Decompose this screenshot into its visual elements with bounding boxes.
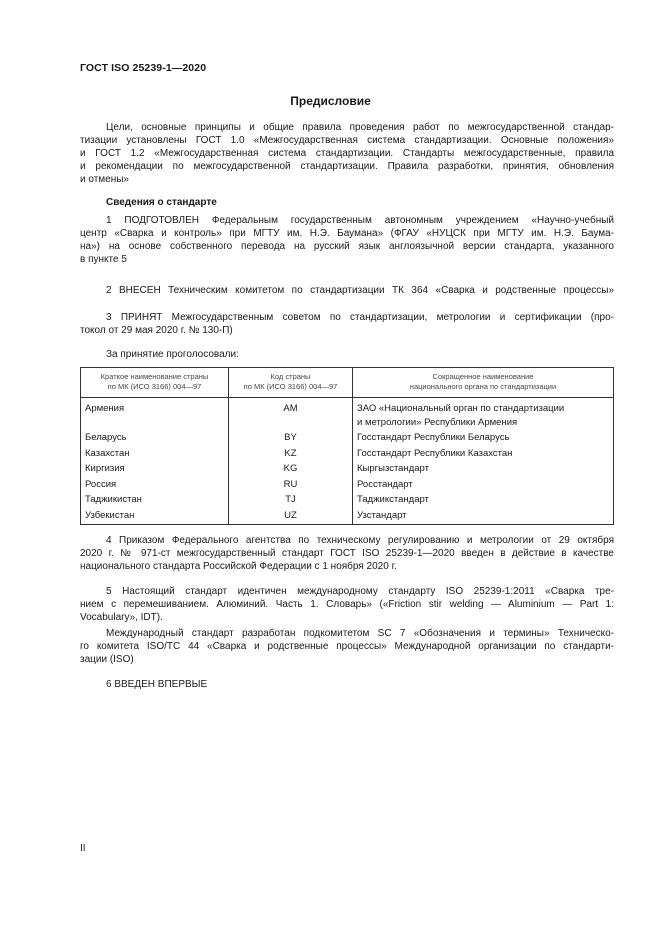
- column-header-code: [229, 368, 353, 398]
- intro-line: и рекомендации по межгосударственной стандартизации. Правила разработки, принятия, обновления: [80, 161, 614, 172]
- item-5-paragraph: [80, 585, 614, 624]
- item-1-line: в пункте 5: [80, 254, 127, 265]
- cell-country: Россия: [81, 477, 229, 493]
- item-6-line: 6 ВВЕДЕН ВПЕРВЫЕ: [106, 679, 208, 690]
- header-line: по МК (ИСО 3166) 004—97: [243, 382, 338, 391]
- cell-code: BY: [229, 430, 353, 446]
- item-2-line: 2 ВНЕСЕН Техническим комитетом по стандартизации ТК 364 «Сварка и родственные процессы»: [106, 285, 614, 296]
- table-header-row: [81, 368, 614, 398]
- item-4-paragraph: [80, 534, 614, 573]
- column-header-body: [353, 368, 614, 398]
- item-5b-line: го комитета ISO/TC 44 «Сварка и родственные процессы» Международной организации по стандарти-: [80, 641, 614, 652]
- item-1-paragraph: [80, 214, 614, 266]
- cell-code: KZ: [229, 446, 353, 462]
- item-1-line: 1 ПОДГОТОВЛЕН Федеральным государственным автономным учреждением «Научно-учебный: [106, 215, 614, 226]
- item-6-paragraph: [80, 678, 614, 691]
- cell-country: Киргизия: [81, 461, 229, 477]
- item-5b-line: зации (ISO): [80, 654, 134, 665]
- intro-line: и ГОСТ 1.2 «Межгосударственная система стандартизации. Стандарты межгосударственные, правила: [80, 148, 614, 159]
- cell-code: UZ: [229, 508, 353, 525]
- cell-country: Таджикистан: [81, 492, 229, 508]
- cell-code: TJ: [229, 492, 353, 508]
- item-2-paragraph: [80, 284, 614, 297]
- intro-line: тизации установлены ГОСТ 1.0 «Межгосударственная система стандартизации. Основные положения»: [80, 135, 614, 146]
- cell-body: [353, 398, 614, 431]
- column-header-country: [81, 368, 229, 398]
- table-row: [81, 430, 614, 446]
- cell-body: Госстандарт Республики Казахстан: [353, 446, 614, 462]
- item-4-line: 2020 г. № 971-ст межгосударственный стандарт ГОСТ ISO 25239-1—2020 введен в действие в качестве: [80, 548, 614, 559]
- item-3-line: токол от 29 мая 2020 г. № 130-П): [80, 325, 233, 336]
- item-4-line: 4 Приказом Федерального агентства по техническому регулированию и метрологии от 29 октября: [106, 535, 614, 546]
- intro-line: Цели, основные принципы и общие правила проведения работ по межгосударственной стандар-: [106, 122, 614, 133]
- intro-line: и отмены»: [80, 174, 129, 185]
- cell-country: Узбекистан: [81, 508, 229, 525]
- item-5b-paragraph: [80, 627, 614, 666]
- cell-code: AM: [229, 398, 353, 431]
- header-line: по МК (ИСО 3166) 004—97: [107, 382, 202, 391]
- header-line: национального органа по стандартизации: [409, 382, 557, 391]
- cell-body: Кыргызстандарт: [353, 461, 614, 477]
- cell-body-line: ЗАО «Национальный орган по стандартизации: [357, 403, 565, 414]
- cell-body: Узстандарт: [353, 508, 614, 525]
- cell-code: RU: [229, 477, 353, 493]
- item-3-line: 3 ПРИНЯТ Межгосударственным советом по стандартизации, метрологии и сертификации (про-: [106, 312, 614, 323]
- cell-country: Беларусь: [81, 430, 229, 446]
- item-1-line: центр «Сварка и контроль» при МГТУ им. Н.Э. Баумана» (ФГАУ «НУЦСК при МГТУ им. Н.Э. Баума-: [80, 228, 614, 239]
- item-4-line: национального стандарта Российской Федерации с 1 ноября 2020 г.: [80, 561, 397, 572]
- section-subheading: Сведения о стандарте: [106, 197, 217, 208]
- header-line: Код страны: [270, 372, 311, 381]
- cell-body: Росстандарт: [353, 477, 614, 493]
- item-3-paragraph: [80, 311, 614, 337]
- table-row: [81, 508, 614, 525]
- item-1-line: на») на основе собственного перевода на русский язык англоязычной версии стандарта, указанного: [80, 241, 614, 252]
- table-row: [81, 446, 614, 462]
- table-row: [81, 398, 614, 431]
- item-5-line: Vocabulary», IDT).: [80, 612, 163, 623]
- cell-country: Казахстан: [81, 446, 229, 462]
- cell-body: Таджикстандарт: [353, 492, 614, 508]
- cell-code: KG: [229, 461, 353, 477]
- header-line: Краткое наименование страны: [100, 372, 209, 381]
- item-5-line: нием с перемешиванием. Алюминий. Часть 1. Словарь» («Friction stir welding — Aluminium — Part 1:: [80, 599, 614, 610]
- page-number: II: [80, 843, 86, 854]
- item-5b-line: Международный стандарт разработан подкомитетом SC 7 «Обозначения и термины» Техническо-: [106, 628, 614, 639]
- cell-body-line: и метрологии» Республики Армения: [357, 416, 518, 428]
- document-code: ГОСТ ISO 25239-1—2020: [80, 62, 207, 74]
- voted-label: За принятие проголосовали:: [106, 349, 239, 360]
- cell-country: Армения: [81, 398, 229, 431]
- table-row: [81, 477, 614, 493]
- cell-body: Госстандарт Республики Беларусь: [353, 430, 614, 446]
- voted-label-paragraph: [80, 348, 614, 361]
- member-states-table: [80, 367, 614, 525]
- page-title: Предисловие: [290, 94, 371, 108]
- header-line: Сокращенное наименование: [432, 372, 534, 381]
- intro-paragraph: [80, 121, 614, 186]
- table-row: [81, 492, 614, 508]
- table-row: [81, 461, 614, 477]
- item-5-line: 5 Настоящий стандарт идентичен международному стандарту ISO 25239-1:2011 «Сварка тре-: [106, 586, 614, 597]
